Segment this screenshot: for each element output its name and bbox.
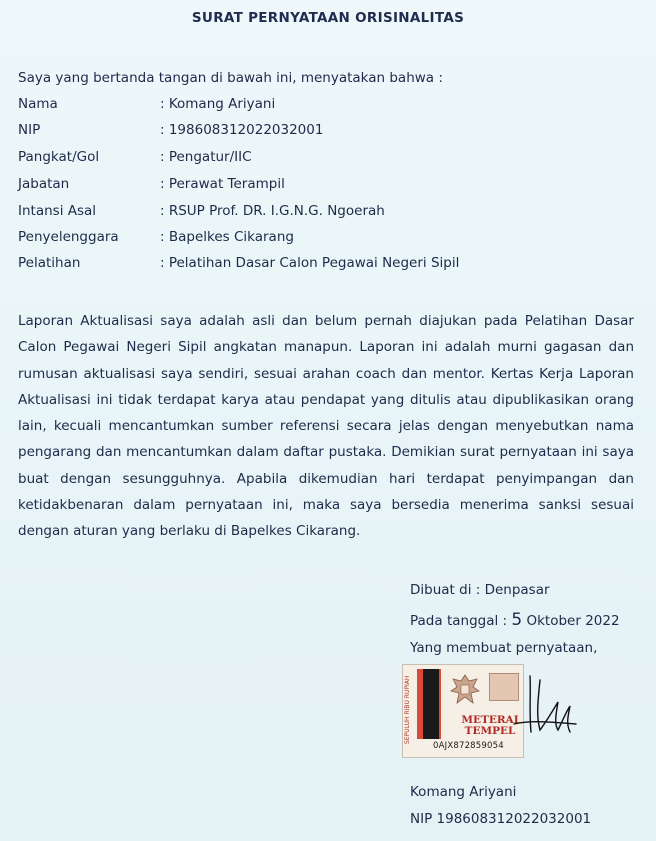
field-pangkat [18, 149, 638, 169]
signer-nip: NIP 198608312022032001 [410, 811, 592, 827]
field-nama [18, 96, 638, 116]
field-jabatan [18, 176, 638, 196]
place-line: Dibuat di : Denpasar [410, 582, 550, 598]
field-value: : 198608312022032001 [160, 122, 324, 138]
stamp-security-strip [417, 669, 441, 739]
field-label: Pelatihan [18, 255, 81, 271]
field-value: : Bapelkes Cikarang [160, 229, 294, 245]
field-label: Nama [18, 96, 58, 112]
field-label: NIP [18, 122, 41, 138]
field-label: Penyelenggara [18, 229, 119, 245]
stamp-serial: 0AJX872859054 [433, 741, 504, 751]
stamp-side-text: SEPULUH RIBU RUPIAH [404, 675, 411, 745]
garuda-emblem-icon [447, 671, 483, 711]
field-pelatihan [18, 255, 638, 275]
stamp-label: METERAI TEMPEL [461, 714, 519, 737]
field-label: Pangkat/Gol [18, 149, 100, 165]
field-value: : Pengatur/IIC [160, 149, 252, 165]
date-line [410, 610, 620, 630]
field-value: : Komang Ariyani [160, 96, 276, 112]
field-label: Intansi Asal [18, 203, 97, 219]
date-prefix: Pada tanggal : [410, 613, 512, 629]
field-label: Jabatan [18, 176, 70, 192]
document-title: SURAT PERNYATAAN ORISINALITAS [191, 10, 465, 26]
field-value: : Perawat Terampil [160, 176, 285, 192]
field-penyelenggara [18, 229, 638, 249]
date-rest: Oktober 2022 [522, 613, 620, 629]
signature-mark [500, 672, 580, 742]
field-nip [18, 122, 638, 142]
field-value: : Pelatihan Dasar Calon Pegawai Negeri Sipil [160, 255, 460, 271]
field-value: : RSUP Prof. DR. I.G.N.G. Ngoerah [160, 203, 385, 219]
signer-name: Komang Ariyani [410, 784, 517, 800]
intro-statement: Saya yang bertanda tangan di bawah ini, menyatakan bahwa : [18, 70, 443, 86]
maker-line: Yang membuat pernyataan, [410, 640, 598, 656]
date-day: 5 [511, 610, 523, 630]
field-instansi [18, 203, 638, 223]
statement-paragraph: Laporan Aktualisasi saya adalah asli dan belum pernah diajukan pada Pelatihan Dasar Calon Pegawai Negeri Sipil angkatan manapun. Laporan ini adalah murni gagasan dan rumusan aktualisasi saya sendiri, sesuai arahan coach dan mentor. Kertas Kerja Laporan Aktualisasi ini tidak terdapat karya atau pendapat yang ditulis atau dipublikasikan orang lain, kecuali mencantumkan sumber referensi secara jelas dengan menyebutkan nama pengarang dan mencantumkan dalam daftar pustaka. Demikian surat pernyataan ini saya buat dengan sesungguhnya. Apabila dikemudian hari terdapat penyimpangan dan ketidakbenaran dalam pernyataan ini, maka saya bersedia menerima sanksi sesuai dengan aturan yang berlaku di Bapelkes Cikarang. [18, 313, 634, 540]
